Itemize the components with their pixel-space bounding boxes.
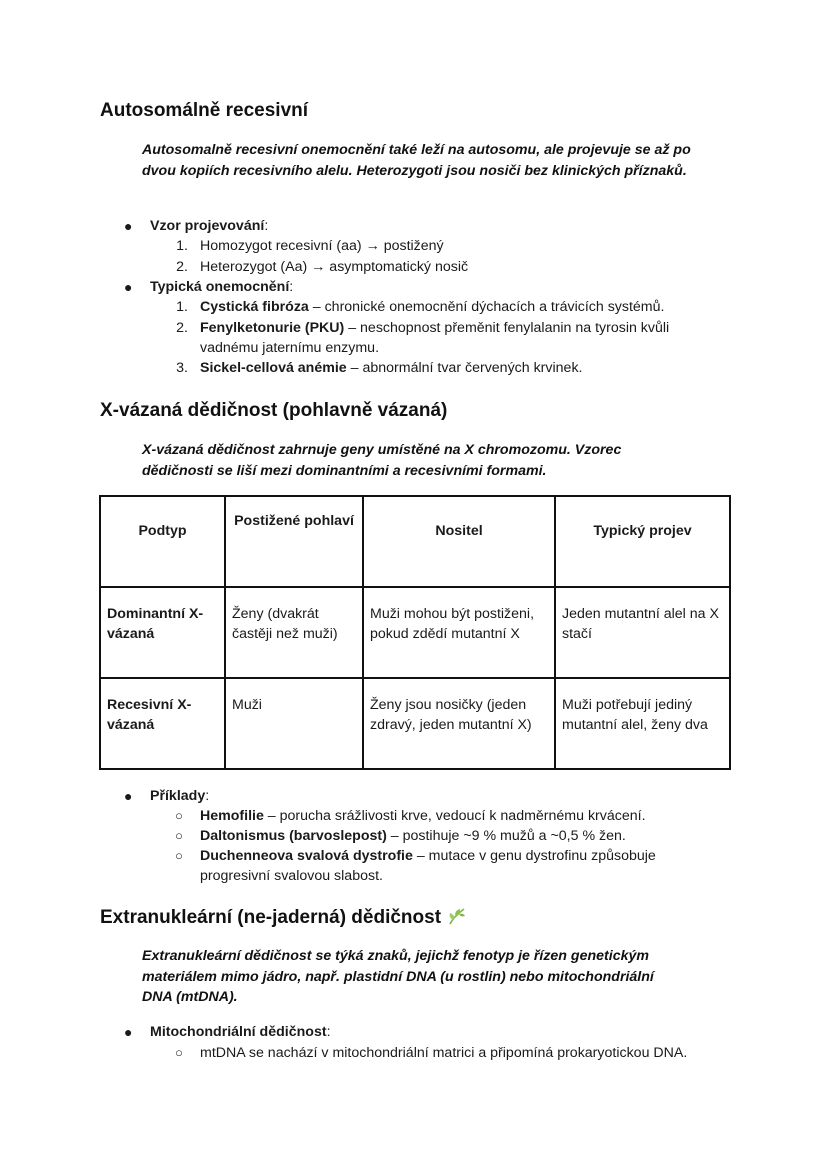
section-lead-extranuclear: Extranukleární dědičnost se týká znaků, jejichž fenotyp je řízen genetickým materiálem mimo jádro, např. plastidní DNA (u rostlin) nebo mitochondriální DNA (mtDNA). xyxy=(142,948,654,1005)
table-header-cell: Nositel xyxy=(363,496,555,587)
table-cell: Muži xyxy=(225,678,363,769)
section-heading-autosomal-recessive: Autosomálně recesivní xyxy=(100,100,309,121)
table-row xyxy=(100,587,730,678)
bullet-icon: ● xyxy=(124,1024,133,1040)
table-row xyxy=(100,678,730,769)
section-lead-autosomal-recessive: Autosomalně recesivní onemocnění také leží na autosomu, ale projevuje se až po dvou kopiích recesivního alelu. Heterozygoti jsou nosiči bez klinických příznaků. xyxy=(142,142,691,179)
list-number: 2. xyxy=(176,259,188,275)
list-label-examples: Příklady: xyxy=(150,788,210,804)
bullet-icon: ● xyxy=(124,279,133,295)
list-item: Daltonismus (barvoslepost) – postihuje ~9 % mužů a ~0,5 % žen. xyxy=(200,828,626,844)
bullet-icon: ● xyxy=(124,788,133,804)
section-lead-x-linked: X-vázaná dědičnost zahrnuje geny umístěné na X chromozomu. Vzorec dědičnosti se liší mezi dominantními a recesivními formami. xyxy=(142,442,622,479)
list-label-mito: Mitochondriální dědičnost: xyxy=(150,1024,331,1040)
table-cell: Recesivní X-vázaná xyxy=(100,678,225,769)
list-item-continued: progresivní svalovou slabost. xyxy=(200,868,383,884)
x-linked-table xyxy=(99,495,731,770)
table-header-cell: Typický projev xyxy=(555,496,730,587)
list-label-diseases: Typická onemocnění: xyxy=(150,279,294,295)
table-cell: Ženy jsou nosičky (jeden zdravý, jeden mutantní X) xyxy=(363,678,555,769)
list-item: mtDNA se nachází v mitochondriální matrici a připomíná prokaryotickou DNA. xyxy=(200,1045,688,1061)
table-cell: Jeden mutantní alel na X stačí xyxy=(555,587,730,678)
list-item: Sickel-cellová anémie – abnormální tvar červených krvinek. xyxy=(200,360,583,376)
table-cell: Muži potřebují jediný mutantní alel, ženy dva xyxy=(555,678,730,769)
bullet-icon: ● xyxy=(124,218,133,234)
list-item: Heterozygot (Aa) → asymptomatický nosič xyxy=(200,259,469,275)
table-header-row xyxy=(100,496,730,587)
list-item: Fenylketonurie (PKU) – neschopnost přeměnit fenylalanin na tyrosin kvůli xyxy=(200,320,670,336)
sub-bullet-icon: ○ xyxy=(175,848,183,863)
sub-bullet-icon: ○ xyxy=(175,1045,183,1060)
list-number: 3. xyxy=(176,360,188,376)
list-number: 2. xyxy=(176,320,188,336)
list-item: Homozygot recesivní (aa) → postižený xyxy=(200,238,444,254)
section-heading-x-linked: X-vázaná dědičnost (pohlavně vázaná) xyxy=(100,400,448,421)
list-item: Duchenneova svalová dystrofie – mutace v genu dystrofinu způsobuje xyxy=(200,848,656,864)
table-header-cell: Podtyp xyxy=(100,496,225,587)
table-cell: Dominantní X-vázaná xyxy=(100,587,225,678)
table-cell: Muži mohou být postiženi, pokud zdědí mutantní X xyxy=(363,587,555,678)
list-item: Cystická fibróza – chronické onemocnění dýchacích a trávicích systémů. xyxy=(200,299,665,315)
section-heading-extranuclear: Extranukleární (ne-jaderná) dědičnost xyxy=(100,906,467,929)
list-item-continued: vadnému jaternímu enzymu. xyxy=(200,340,380,356)
sub-bullet-icon: ○ xyxy=(175,808,183,823)
leaf-icon xyxy=(447,906,467,926)
table-cell: Ženy (dvakrát častěji než muži) xyxy=(225,587,363,678)
sub-bullet-icon: ○ xyxy=(175,828,183,843)
list-number: 1. xyxy=(176,299,188,315)
list-item: Hemofilie – porucha srážlivosti krve, vedoucí k nadměrnému krvácení. xyxy=(200,808,646,824)
table-header-cell: Postižené pohlaví xyxy=(225,496,363,587)
list-label-pattern: Vzor projevování: xyxy=(150,218,269,234)
list-number: 1. xyxy=(176,238,188,254)
